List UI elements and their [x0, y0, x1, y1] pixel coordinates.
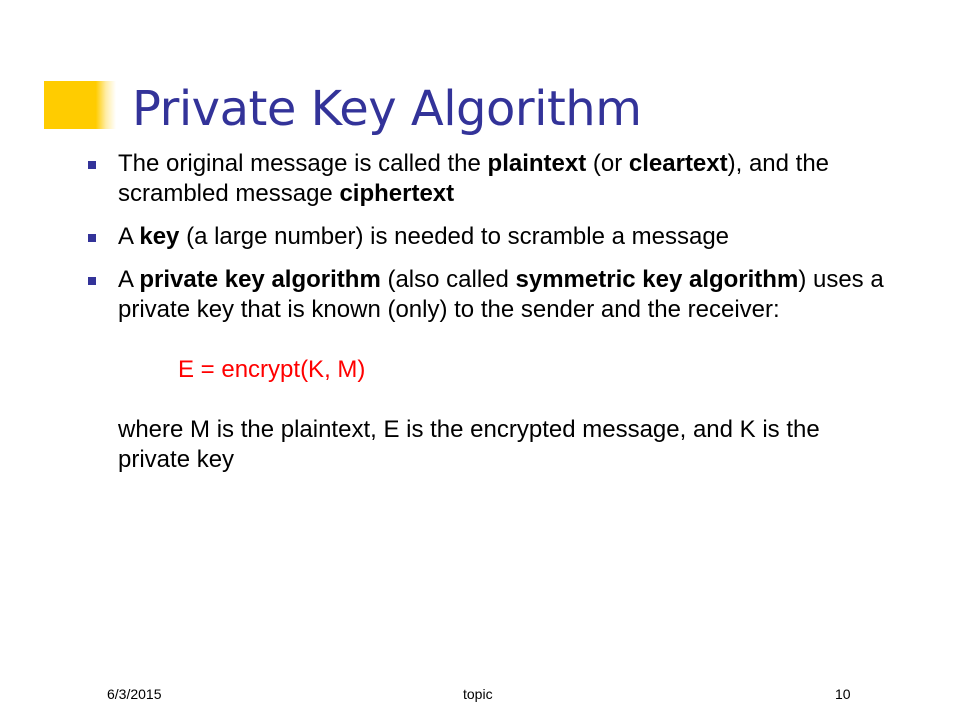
bullet-item [88, 222, 888, 252]
bold-term: cleartext [628, 150, 728, 177]
bold-term: key [139, 223, 180, 250]
bullet-item [88, 149, 888, 209]
equation-explanation: where M is the plaintext, E is the encrypted message, and K is the private key [118, 416, 820, 473]
text-run: ), and the scrambled message [118, 150, 830, 207]
square-bullet-icon [88, 161, 96, 169]
footer-topic: topic [463, 686, 493, 702]
text-run: (or [586, 150, 629, 177]
encryption-equation: E = encrypt(K, M) [178, 356, 366, 383]
slide-title: Private Key Algorithm [132, 81, 642, 137]
text-run: A [118, 266, 140, 293]
title-accent-bar [44, 81, 116, 129]
footer-page-number: 10 [835, 686, 851, 702]
footer-date: 6/3/2015 [107, 686, 162, 702]
square-bullet-icon [88, 234, 96, 242]
bold-term: private key algorithm [139, 266, 381, 293]
text-run: The original message is called the [118, 150, 488, 177]
bullet-text [118, 266, 884, 323]
text-run: ) uses a private key that is known (only) to the sender and the receiver: [118, 266, 884, 323]
bullet-text [118, 150, 829, 207]
text-run: A [118, 223, 140, 250]
bullet-item [88, 265, 888, 475]
bullet-text [118, 223, 729, 250]
bullet-list [88, 149, 888, 488]
square-bullet-icon [88, 277, 96, 285]
text-run: (a large number) is needed to scramble a message [179, 223, 730, 250]
bold-term: symmetric key algorithm [515, 266, 799, 293]
bold-term: ciphertext [339, 180, 455, 207]
text-run: (also called [380, 266, 516, 293]
bold-term: plaintext [487, 150, 587, 177]
